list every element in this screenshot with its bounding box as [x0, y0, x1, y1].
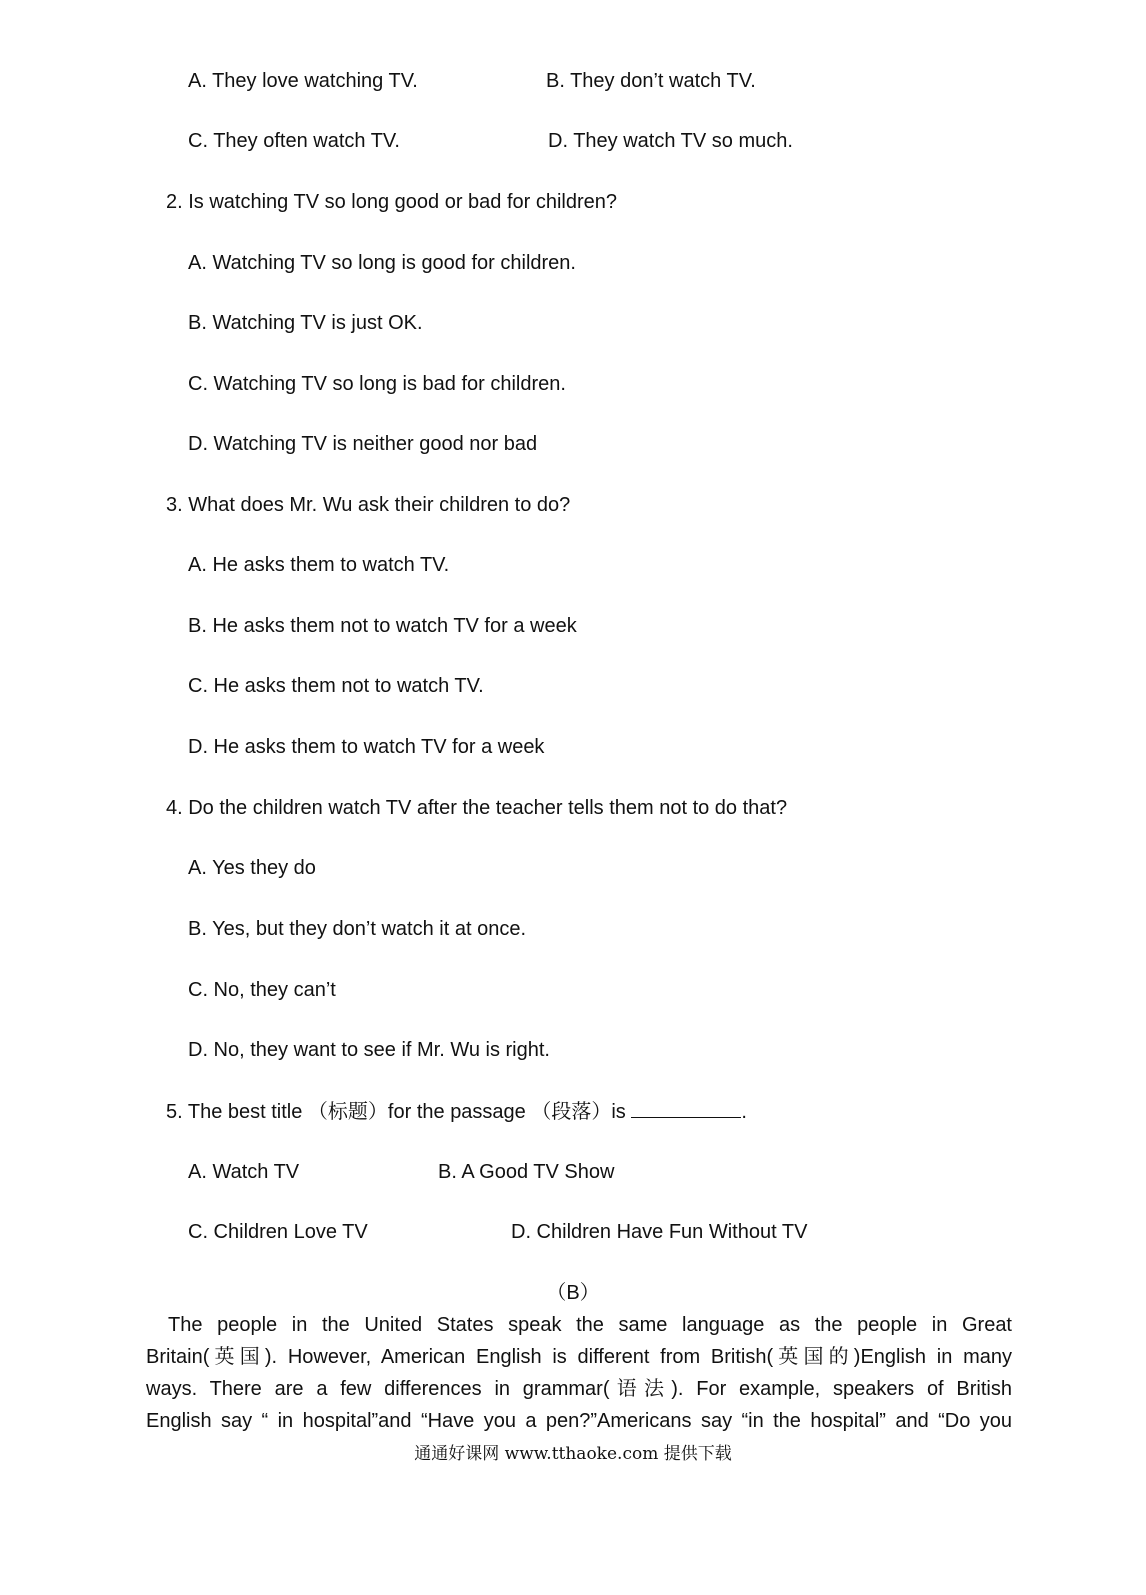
- q1-option-c: C. They often watch TV.: [188, 130, 400, 152]
- q5-option-d: D. Children Have Fun Without TV: [511, 1221, 808, 1243]
- q1-option-b: B. They don’t watch TV.: [546, 70, 756, 92]
- q4-option-a: A. Yes they do: [188, 857, 316, 879]
- q2-option-b: B. Watching TV is just OK.: [188, 312, 423, 334]
- q5-question-end: .: [741, 1101, 747, 1123]
- paragraph-line-3: ways. There are a few differences in grammar(语法). For example, speakers of British: [146, 1378, 1012, 1400]
- q5-option-b: B. A Good TV Show: [438, 1161, 615, 1183]
- q4-option-d: D. No, they want to see if Mr. Wu is right.: [188, 1039, 550, 1061]
- q1-option-a: A. They love watching TV.: [188, 70, 418, 92]
- q3-option-d: D. He asks them to watch TV for a week: [188, 736, 545, 758]
- q3-question: 3. What does Mr. Wu ask their children to do?: [166, 494, 571, 516]
- paragraph-line-1: The people in the United States speak the same language as the people in Great: [168, 1314, 1012, 1336]
- q5-option-a: A. Watch TV: [188, 1161, 300, 1183]
- q5-option-c: C. Children Love TV: [188, 1221, 368, 1243]
- q5-question: [166, 1099, 747, 1124]
- q5-question-text: 5. The best title （标题）for the passage （段落）is: [166, 1101, 632, 1123]
- paragraph-line-4: English say “ in hospital”and “Have you a pen?”Americans say “in the hospital” and “Do you: [146, 1410, 1012, 1432]
- q4-option-c: C. No, they can’t: [188, 979, 336, 1001]
- q2-option-c: C. Watching TV so long is bad for children.: [188, 373, 566, 395]
- q2-question: 2. Is watching TV so long good or bad for children?: [166, 191, 618, 213]
- q3-option-b: B. He asks them not to watch TV for a week: [188, 615, 577, 637]
- paragraph-line-2: Britain(英国). However, American English is different from British(英国的)English in many: [146, 1346, 1012, 1368]
- answer-blank: [631, 1099, 741, 1118]
- page-footer: 通通好课网 www.tthaoke.com 提供下载: [414, 1444, 732, 1464]
- q4-question: 4. Do the children watch TV after the teacher tells them not to do that?: [166, 797, 788, 819]
- q2-option-d: D. Watching TV is neither good nor bad: [188, 433, 538, 455]
- q4-option-b: B. Yes, but they don’t watch it at once.: [188, 918, 526, 940]
- q3-option-c: C. He asks them not to watch TV.: [188, 675, 484, 697]
- section-b-heading: （B）: [546, 1282, 600, 1304]
- q1-option-d: D. They watch TV so much.: [548, 130, 793, 152]
- q3-option-a: A. He asks them to watch TV.: [188, 554, 450, 576]
- q2-option-a: A. Watching TV so long is good for children.: [188, 252, 576, 274]
